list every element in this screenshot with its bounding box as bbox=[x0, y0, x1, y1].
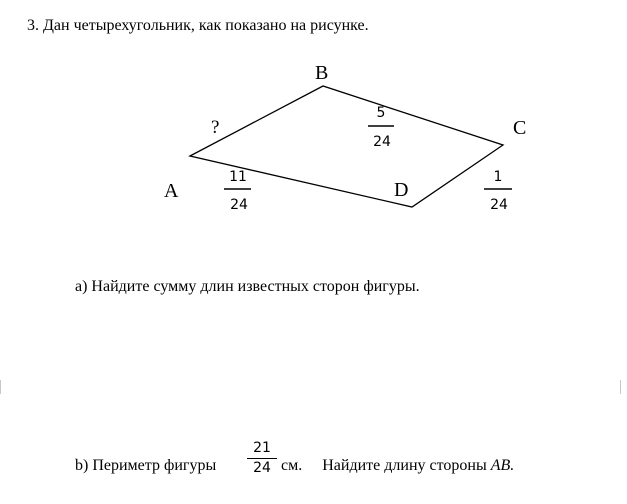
perimeter-fraction-bar bbox=[247, 458, 277, 459]
vertex-label-c: C bbox=[513, 117, 527, 139]
vertex-label-a: A bbox=[164, 180, 179, 202]
side-bc-denominator: 24 bbox=[373, 134, 391, 150]
vertex-label-d: D bbox=[394, 179, 409, 201]
side-dc-fraction bbox=[484, 169, 512, 213]
side-ad-fraction bbox=[224, 169, 251, 213]
vertex-label-b: B bbox=[315, 62, 329, 84]
side-dc-denominator: 24 bbox=[490, 197, 508, 213]
perimeter-unit: см. bbox=[281, 457, 303, 474]
task-a-text: a) Найдите сумму длин известных сторон фигуры. bbox=[75, 278, 420, 295]
side-dc-numerator: 1 bbox=[493, 169, 503, 185]
task-b-question bbox=[281, 457, 514, 475]
side-ab-unknown-mark: ? bbox=[211, 117, 220, 138]
task-b-question-text: Найдите длину стороны bbox=[322, 457, 487, 474]
side-ad-numerator: 11 bbox=[229, 169, 247, 185]
side-bc-numerator: 5 bbox=[376, 105, 386, 121]
task-b-prefix: b) Периметр фигуры bbox=[75, 457, 217, 474]
side-ad-denominator: 24 bbox=[230, 197, 248, 213]
page-edge-mark-right bbox=[620, 380, 625, 394]
side-bc-fraction bbox=[368, 105, 394, 150]
page-edge-mark-left bbox=[0, 380, 5, 394]
perimeter-fraction bbox=[245, 440, 279, 477]
perimeter-numerator: 21 bbox=[253, 440, 271, 456]
side-ab-name: AB. bbox=[490, 457, 515, 474]
perimeter-denominator: 24 bbox=[253, 460, 271, 476]
problem-title: 3. Дан четырехугольник, как показано на рисунке. bbox=[27, 17, 369, 34]
